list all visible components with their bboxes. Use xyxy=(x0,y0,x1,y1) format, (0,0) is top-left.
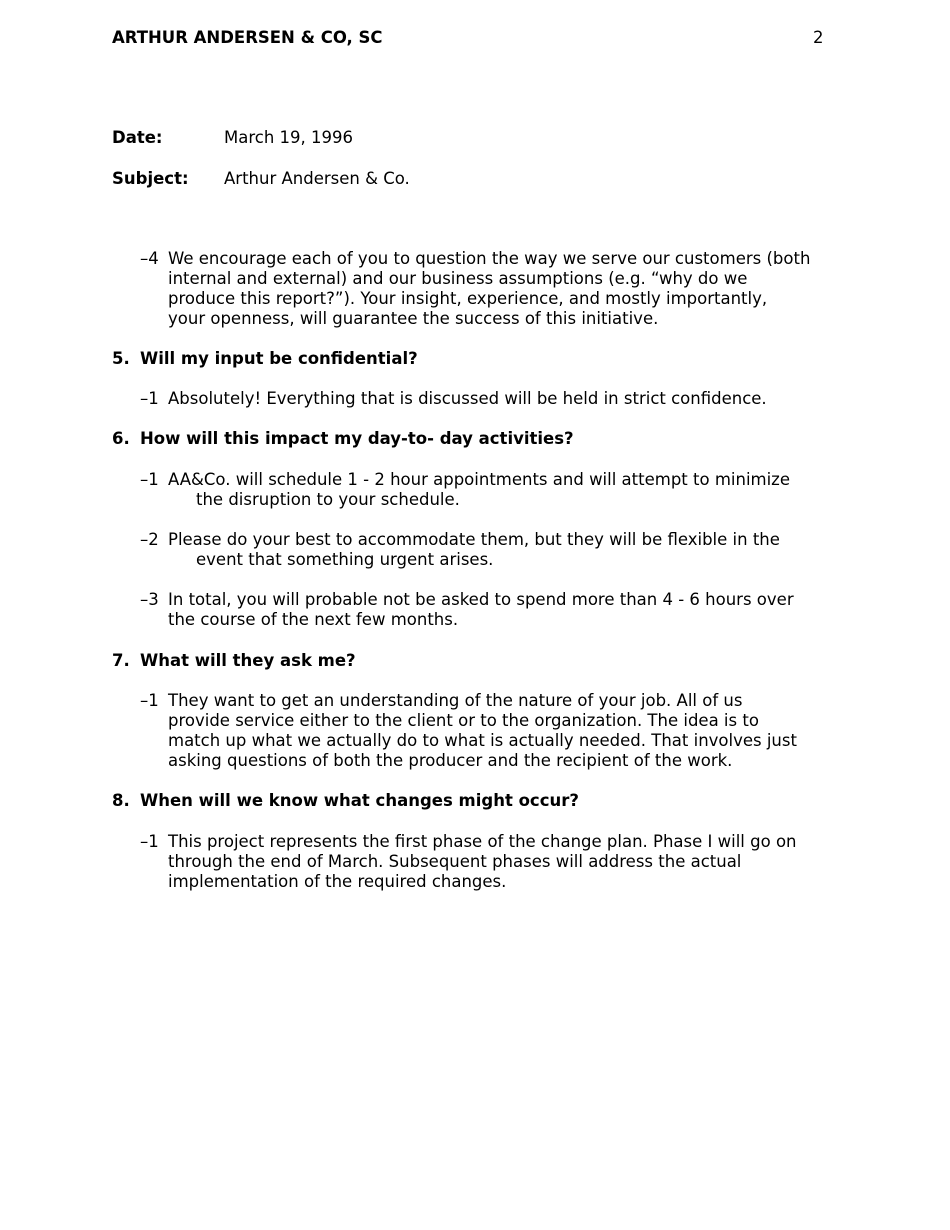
question-title: When will we know what changes might occur? xyxy=(140,791,579,810)
date-label: Date: xyxy=(112,128,163,147)
company-header: ARTHUR ANDERSEN & CO, SC xyxy=(112,28,383,47)
answer-item xyxy=(140,249,840,329)
answer-marker: –2 xyxy=(140,530,159,549)
date-value: March 19, 1996 xyxy=(224,128,354,147)
answer-text: AA&Co. will schedule 1 - 2 hour appointments and will attempt to minimize the disruption to your schedule. xyxy=(168,470,790,509)
subject-row xyxy=(112,169,410,189)
subject-label: Subject: xyxy=(112,169,189,188)
question-heading xyxy=(112,791,579,811)
question-title: What will they ask me? xyxy=(140,651,356,670)
answer-text: This project represents the first phase of the change plan. Phase I will go on through the end of March. Subsequent phases will address the actual implementation of the required changes. xyxy=(168,832,797,891)
question-number: 8. xyxy=(112,791,130,810)
subject-value: Arthur Andersen & Co. xyxy=(224,169,410,188)
answer-marker: –3 xyxy=(140,590,159,609)
question-title: How will this impact my day-to- day activities? xyxy=(140,429,574,448)
question-heading xyxy=(112,429,574,449)
answer-item xyxy=(140,691,840,771)
question-number: 7. xyxy=(112,651,130,670)
answer-text: Please do your best to accommodate them, but they will be flexible in the event that something urgent arises. xyxy=(168,530,780,569)
answer-text: They want to get an understanding of the nature of your job. All of us provide service either to the client or to the organization. The idea is to match up what we actually do to what is actually needed. That involves just asking questions of both the producer and the recipient of the work. xyxy=(168,691,797,770)
answer-text: Absolutely! Everything that is discussed will be held in strict confidence. xyxy=(168,389,767,408)
answer-item xyxy=(140,832,840,892)
answer-marker: –1 xyxy=(140,832,159,851)
question-heading xyxy=(112,349,418,369)
answer-text: We encourage each of you to question the way we serve our customers (both internal and external) and our business assumptions (e.g. “why do we produce this report?”). Your insight, experience, and mostly importantly, your openness, will guarantee the success of this initiative. xyxy=(168,249,811,328)
question-number: 5. xyxy=(112,349,130,368)
answer-item xyxy=(140,470,840,510)
answer-item xyxy=(140,389,840,409)
answer-marker: –4 xyxy=(140,249,159,268)
answer-text: In total, you will probable not be asked to spend more than 4 - 6 hours over the course of the next few months. xyxy=(168,590,794,629)
question-heading xyxy=(112,651,356,671)
answer-item xyxy=(140,590,840,630)
page-number: 2 xyxy=(813,28,824,47)
question-number: 6. xyxy=(112,429,130,448)
question-title: Will my input be confidential? xyxy=(140,349,418,368)
date-row xyxy=(112,128,353,148)
answer-item xyxy=(140,530,840,570)
answer-marker: –1 xyxy=(140,470,159,489)
answer-marker: –1 xyxy=(140,389,159,408)
answer-marker: –1 xyxy=(140,691,159,710)
